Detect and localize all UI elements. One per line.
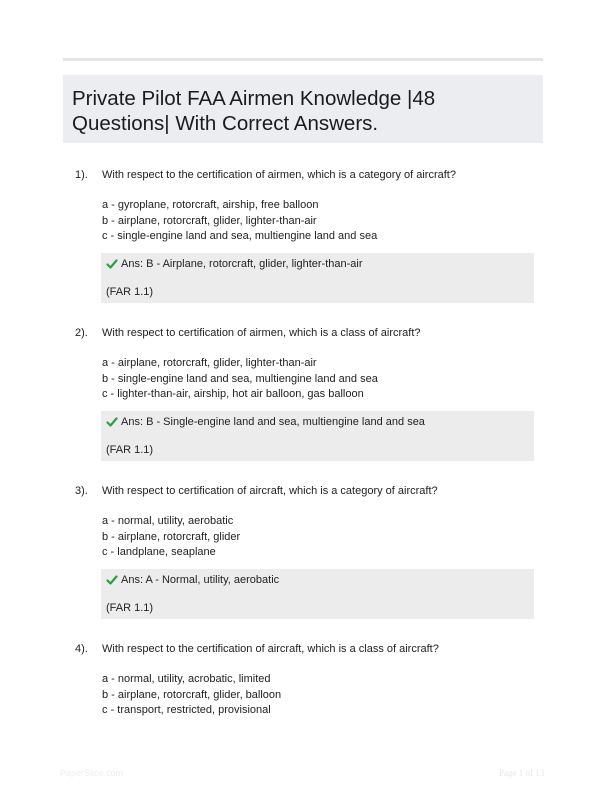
document-title: Private Pilot FAA Airmen Knowledge |48 Questions| With Correct Answers. <box>72 87 436 135</box>
options-list <box>102 514 545 561</box>
question-number: 2). <box>75 327 88 339</box>
options-list <box>102 356 545 403</box>
option-b: b - airplane, rotorcraft, glider, lighter-than-air <box>102 214 317 227</box>
option-a: a - gyroplane, rotorcraft, airship, free balloon <box>102 199 319 211</box>
answer-reference: (FAR 1.1) <box>106 602 154 614</box>
option-b: b - airplane, rotorcraft, glider, balloon <box>102 688 282 701</box>
top-divider <box>63 58 543 61</box>
check-icon <box>106 574 118 586</box>
question-text: With respect to the certification of airmen, which is a category of aircraft? <box>102 169 456 181</box>
options-list <box>102 672 545 719</box>
check-icon <box>106 258 118 270</box>
answer-box-1 <box>101 253 534 303</box>
question-number: 3). <box>75 485 88 497</box>
page-number: Page 1 of 13 <box>499 768 545 778</box>
options-list <box>102 198 545 245</box>
question-text: With respect to certification of aircraft, which is a category of aircraft? <box>102 485 438 497</box>
answer-text: Ans: A - Normal, utility, aerobatic <box>121 574 280 586</box>
footer-watermark: PaperSlice.com <box>60 768 124 778</box>
question-3 <box>75 484 545 561</box>
question-text: With respect to certification of airmen, which is a class of aircraft? <box>102 327 421 339</box>
answer-reference: (FAR 1.1) <box>106 286 154 298</box>
answer-reference: (FAR 1.1) <box>106 444 154 456</box>
question-1 <box>75 168 545 245</box>
answer-text: Ans: B - Single-engine land and sea, multiengine land and sea <box>121 416 425 428</box>
question-text: With respect to the certification of aircraft, which is a class of aircraft? <box>102 643 439 655</box>
question-2 <box>75 326 545 403</box>
option-a: a - airplane, rotorcraft, glider, lighter-than-air <box>102 357 317 369</box>
title-banner <box>63 75 543 143</box>
option-a: a - normal, utility, acrobatic, limited <box>102 673 271 685</box>
option-b: b - airplane, rotorcraft, glider <box>102 530 241 543</box>
question-number: 4). <box>75 643 88 655</box>
option-c: c - single-engine land and sea, multiengine land and sea <box>102 230 378 242</box>
option-a: a - normal, utility, aerobatic <box>102 515 234 527</box>
answer-text: Ans: B - Airplane, rotorcraft, glider, lighter-than-air <box>121 258 363 270</box>
answer-box-2 <box>101 411 534 461</box>
option-c: c - transport, restricted, provisional <box>102 704 271 716</box>
answer-box-3 <box>101 569 534 619</box>
check-icon <box>106 416 118 428</box>
question-4 <box>75 642 545 719</box>
option-b: b - single-engine land and sea, multiengine land and sea <box>102 372 378 385</box>
question-number: 1). <box>75 169 88 181</box>
option-c: c - landplane, seaplane <box>102 546 216 558</box>
option-c: c - lighter-than-air, airship, hot air balloon, gas balloon <box>102 388 364 400</box>
